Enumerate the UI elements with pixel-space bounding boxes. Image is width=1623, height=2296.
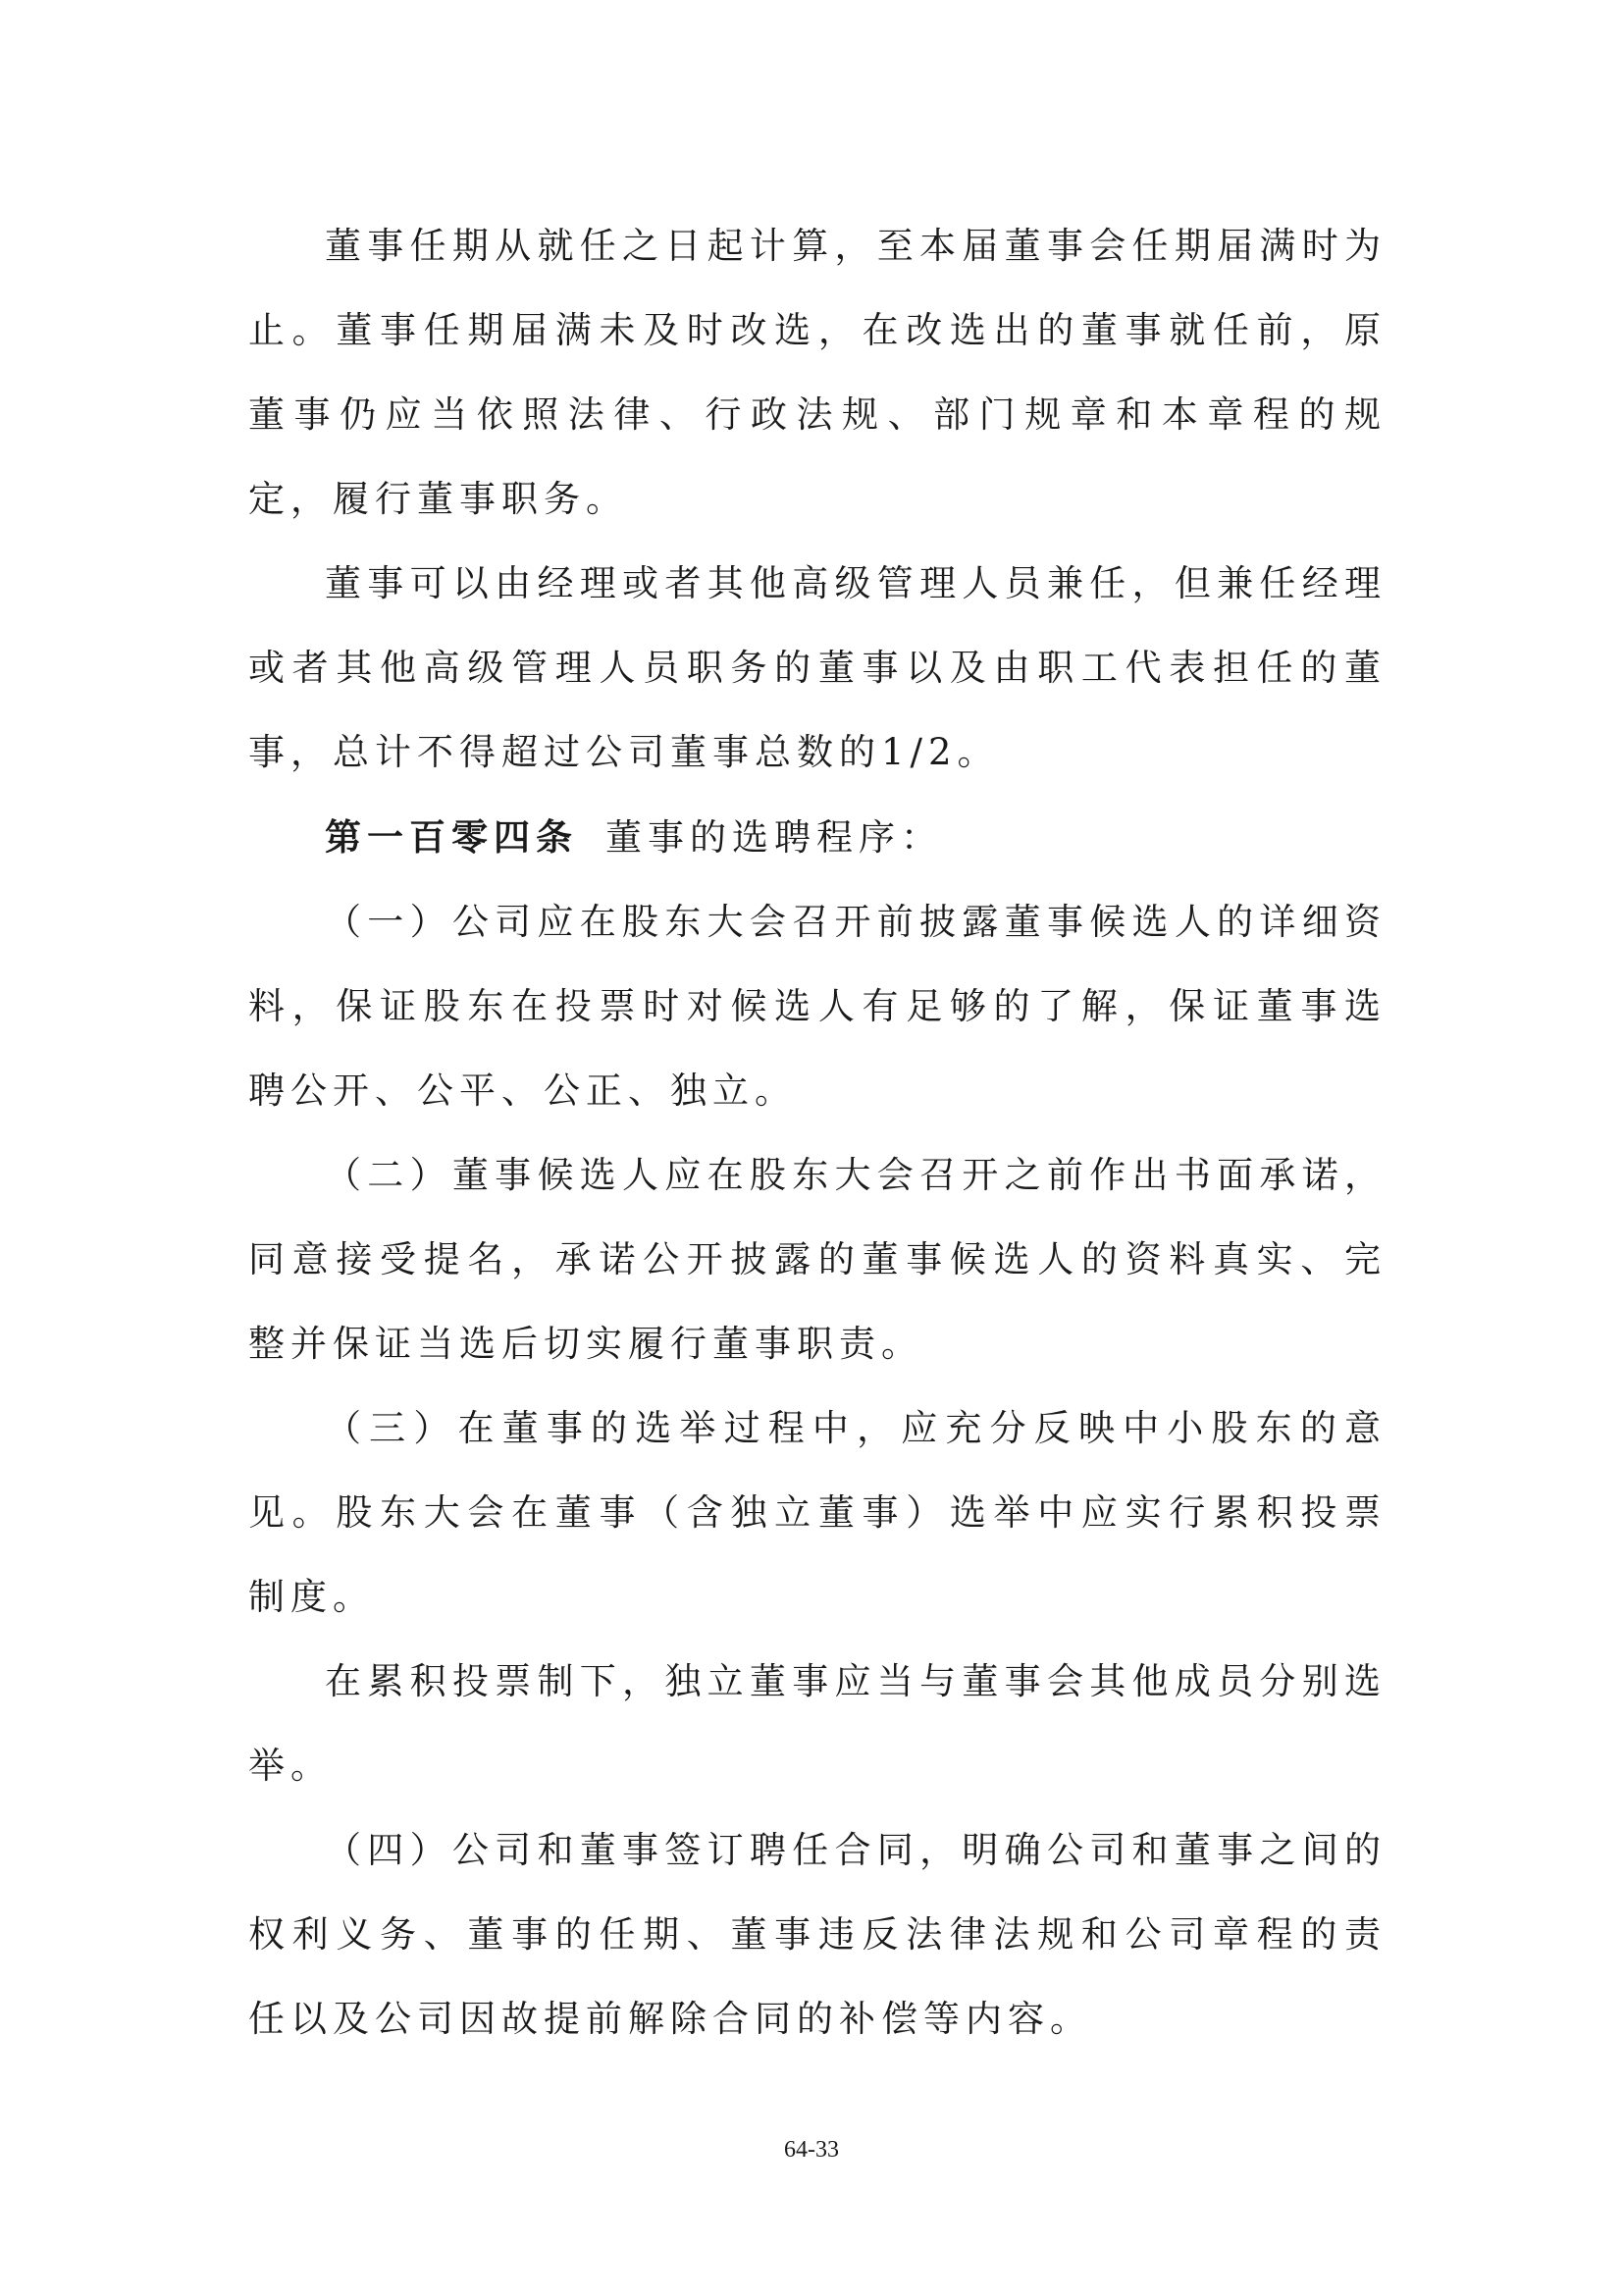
paragraph-concurrent-positions: 董事可以由经理或者其他高级管理人员兼任，但兼任经理或者其他高级管理人员职务的董事以及由职工代表担任的董事，总计不得超过公司董事总数的1/2。: [248, 562, 1387, 773]
item-2: （二）董事候选人应在股东大会召开之前作出书面承诺，同意接受提名，承诺公开披露的董事候选人的资料真实、完整并保证当选后切实履行董事职责。: [248, 1154, 1387, 1365]
item-4: （四）公司和董事签订聘任合同，明确公司和董事之间的权利义务、董事的任期、董事违反法律法规和公司章程的责任以及公司因故提前解除合同的补偿等内容。: [248, 1829, 1387, 2040]
item-1: （一）公司应在股东大会召开前披露董事候选人的详细资料，保证股东在投票时对候选人有足够的了解，保证董事选聘公开、公平、公正、独立。: [248, 901, 1387, 1112]
article-title: 董事的选聘程序：: [605, 816, 943, 859]
article-heading: [248, 795, 1387, 880]
page-number: 64-33: [784, 2137, 839, 2163]
document-body: [248, 204, 1387, 2061]
paragraph-term-of-office: 董事任期从就任之日起计算，至本届董事会任期届满时为止。董事任期届满未及时改选，在改选出的董事就任前，原董事仍应当依照法律、行政法规、部门规章和本章程的规定，履行董事职务。: [248, 225, 1387, 520]
article-number: 第一百零四条: [325, 815, 578, 859]
item-3: （三）在董事的选举过程中，应充分反映中小股东的意见。股东大会在董事（含独立董事）选举中应实行累积投票制度。: [248, 1407, 1387, 1618]
item-3-note: 在累积投票制下，独立董事应当与董事会其他成员分别选举。: [248, 1660, 1387, 1787]
